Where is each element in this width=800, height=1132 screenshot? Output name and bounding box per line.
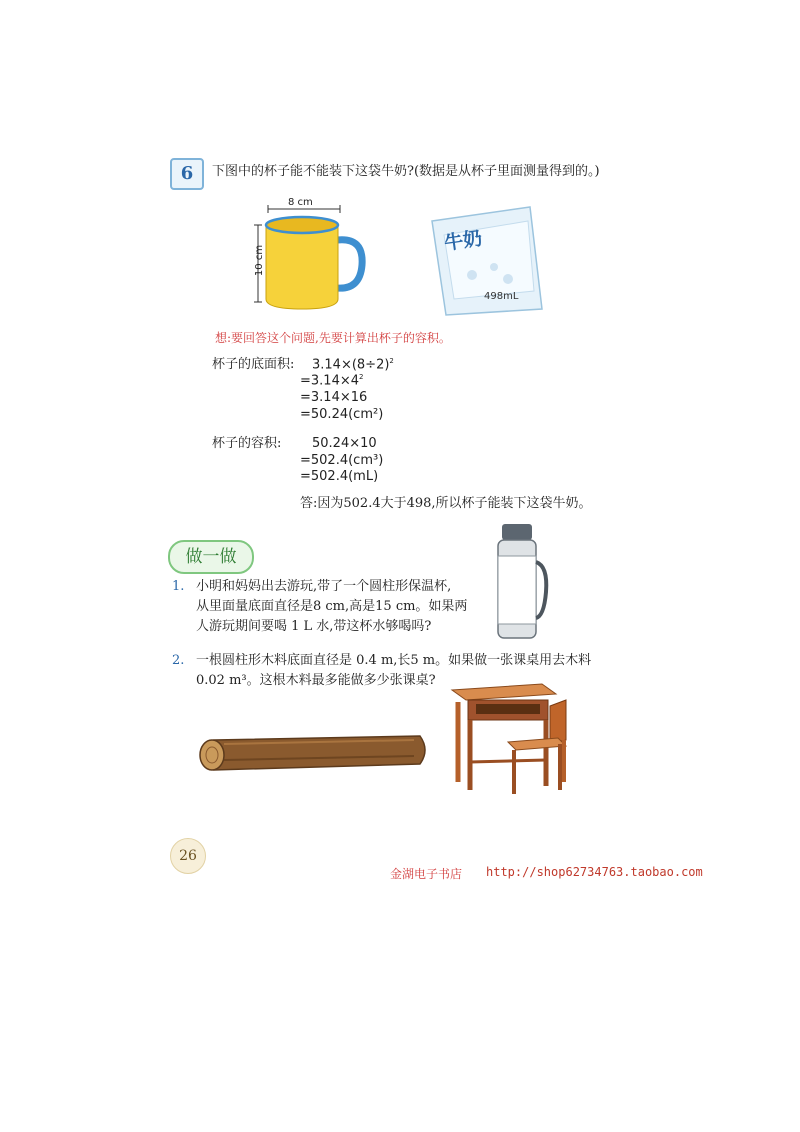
- log-end: [200, 740, 224, 770]
- question-1-line1: 小明和妈妈出去游玩,带了一个圆柱形保温杯,: [196, 579, 452, 594]
- thermos-handle: [536, 562, 546, 618]
- volume-line3: =502.4(mL): [300, 469, 379, 484]
- chair-seat: [508, 738, 566, 750]
- volume-line2: =502.4(cm³): [300, 453, 384, 468]
- base-area-label: 杯子的底面积:: [212, 357, 295, 372]
- volume-line1: 50.24×10: [312, 436, 377, 451]
- hint-text: 想:要回答这个问题,先要计算出杯子的容积。: [215, 331, 451, 345]
- question-1-number: 1.: [172, 579, 185, 594]
- desk-top: [452, 684, 556, 700]
- question-1-line2: 从里面量底面直径是8 cm,高是15 cm。如果两: [196, 599, 468, 614]
- problem-number-badge: 6: [170, 158, 204, 190]
- base-area-line2: $=3.14\times 4^2$: [300, 373, 364, 389]
- footer-store-name: 金湖电子书店: [390, 867, 463, 881]
- question-1-line3: 人游玩期间要喝 1 L 水,带这杯水够喝吗?: [196, 619, 432, 634]
- volume-label: 杯子的容积:: [212, 436, 282, 451]
- thermos-cap: [502, 524, 532, 540]
- chair-back: [550, 700, 566, 744]
- question-2-line2: 0.02 m³。这根木料最多能做多少张课桌?: [196, 673, 436, 688]
- practice-section-tag: 做一做: [168, 540, 254, 574]
- cup-handle: [337, 240, 362, 288]
- desk-chair-illustration: [446, 682, 576, 802]
- footer-url[interactable]: http://shop62734763.taobao.com: [486, 865, 703, 879]
- answer-text: 答:因为502.4大于498,所以杯子能装下这袋牛奶。: [300, 496, 592, 511]
- problem-question: 下图中的杯子能不能装下这袋牛奶?(数据是从杯子里面测量得到的。): [212, 164, 600, 179]
- cup-height-label: 10 cm: [254, 244, 266, 277]
- cup-rim: [266, 217, 338, 233]
- wood-log-illustration: [194, 730, 434, 778]
- question-2-number: 2.: [172, 653, 185, 668]
- page-number: 26: [170, 838, 206, 874]
- milk-bag-volume: 498mL: [484, 291, 519, 302]
- base-area-line3: =3.14×16: [300, 390, 368, 405]
- milk-bag-title: 牛奶: [442, 227, 484, 255]
- cup-body: [266, 225, 338, 309]
- base-area-line1: $3.14\times(8\div 2)^2$: [312, 357, 394, 373]
- base-area-line4: =50.24(cm²): [300, 407, 384, 422]
- cup-diameter-label: 8 cm: [288, 197, 313, 208]
- thermos-illustration: [492, 520, 552, 644]
- question-2-line1: 一根圆柱形木料底面直径是 0.4 m,长5 m。如果做一张课桌用去木料: [196, 653, 592, 668]
